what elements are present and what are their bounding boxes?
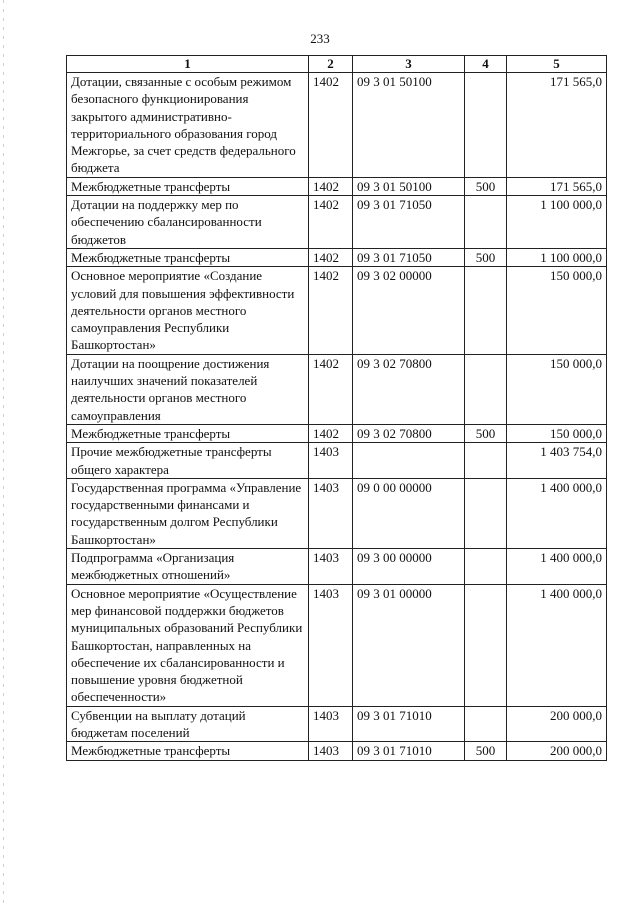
cell-expense-type: 500 [465,742,507,760]
cell-expense-type [465,443,507,479]
cell-amount: 200 000,0 [507,706,607,742]
cell-amount: 150 000,0 [507,267,607,354]
cell-expense-type [465,354,507,424]
cell-amount: 171 565,0 [507,177,607,195]
cell-target-code: 09 3 02 00000 [353,267,465,354]
cell-name: Дотации, связанные с особым режимом безопасного функционирования закрытого административно-территориального образования город Межгорье, за счет средств федерального бюджета [67,73,309,178]
cell-target-code: 09 3 01 71010 [353,742,465,760]
cell-expense-type [465,196,507,249]
cell-name: Субвенции на выплату дотаций бюджетам поселений [67,706,309,742]
cell-amount: 1 400 000,0 [507,478,607,548]
table-header-row [67,56,607,73]
cell-amount: 150 000,0 [507,354,607,424]
table-row [67,549,607,585]
cell-section: 1403 [309,549,353,585]
cell-section: 1402 [309,248,353,266]
cell-expense-type [465,73,507,178]
cell-name: Прочие межбюджетные трансферты общего характера [67,443,309,479]
cell-amount: 200 000,0 [507,742,607,760]
cell-name: Основное мероприятие «Осуществление мер финансовой поддержки бюджетов муниципальных образований Республики Башкортостан, направленных на обеспечение их сбалансированности и повышение уровня бюджетной обеспеченности» [67,584,309,706]
table-row [67,443,607,479]
table-row [67,354,607,424]
cell-name: Государственная программа «Управление государственными финансами и государственным долгом Республики Башкортостан» [67,478,309,548]
table-row [67,267,607,354]
cell-target-code [353,443,465,479]
cell-amount: 1 100 000,0 [507,196,607,249]
table-row [67,478,607,548]
cell-target-code: 09 3 01 50100 [353,73,465,178]
cell-name: Межбюджетные трансферты [67,424,309,442]
cell-section: 1403 [309,584,353,706]
cell-name: Подпрограмма «Организация межбюджетных отношений» [67,549,309,585]
cell-amount: 171 565,0 [507,73,607,178]
cell-expense-type [465,549,507,585]
cell-name: Дотации на поощрение достижения наилучших значений показателей деятельности органов местного самоуправления [67,354,309,424]
cell-target-code: 09 3 01 50100 [353,177,465,195]
table-row [67,248,607,266]
cell-target-code: 09 3 01 71050 [353,196,465,249]
cell-section: 1402 [309,267,353,354]
cell-section: 1402 [309,73,353,178]
cell-expense-type: 500 [465,177,507,195]
cell-target-code: 09 3 02 70800 [353,354,465,424]
cell-amount: 1 400 000,0 [507,549,607,585]
cell-name: Основное мероприятие «Создание условий для повышения эффективности деятельности органов местного самоуправления Республики Башкортостан» [67,267,309,354]
table-row [67,196,607,249]
table-row [67,742,607,760]
cell-amount: 150 000,0 [507,424,607,442]
cell-expense-type [465,267,507,354]
cell-section: 1402 [309,196,353,249]
cell-section: 1403 [309,742,353,760]
cell-expense-type: 500 [465,248,507,266]
cell-target-code: 09 3 01 71010 [353,706,465,742]
cell-section: 1403 [309,706,353,742]
header-col-3: 3 [353,56,465,73]
cell-expense-type [465,478,507,548]
table-row [67,424,607,442]
cell-section: 1402 [309,354,353,424]
budget-table [66,55,607,761]
header-col-1: 1 [67,56,309,73]
cell-section: 1402 [309,424,353,442]
cell-target-code: 09 3 00 00000 [353,549,465,585]
cell-name: Межбюджетные трансферты [67,742,309,760]
page-number: 233 [310,31,330,46]
table-row [67,706,607,742]
cell-target-code: 09 0 00 00000 [353,478,465,548]
cell-expense-type [465,706,507,742]
header-col-2: 2 [309,56,353,73]
cell-amount: 1 100 000,0 [507,248,607,266]
table-row [67,177,607,195]
cell-name: Межбюджетные трансферты [67,177,309,195]
table-row [67,73,607,178]
cell-target-code: 09 3 01 71050 [353,248,465,266]
cell-target-code: 09 3 01 00000 [353,584,465,706]
cell-section: 1403 [309,478,353,548]
cell-amount: 1 400 000,0 [507,584,607,706]
scan-edge-mark [3,0,4,905]
cell-expense-type: 500 [465,424,507,442]
header-col-4: 4 [465,56,507,73]
header-col-5: 5 [507,56,607,73]
cell-section: 1403 [309,443,353,479]
cell-target-code: 09 3 02 70800 [353,424,465,442]
cell-name: Межбюджетные трансферты [67,248,309,266]
cell-amount: 1 403 754,0 [507,443,607,479]
cell-section: 1402 [309,177,353,195]
cell-name: Дотации на поддержку мер по обеспечению сбалансированности бюджетов [67,196,309,249]
table-row [67,584,607,706]
cell-expense-type [465,584,507,706]
